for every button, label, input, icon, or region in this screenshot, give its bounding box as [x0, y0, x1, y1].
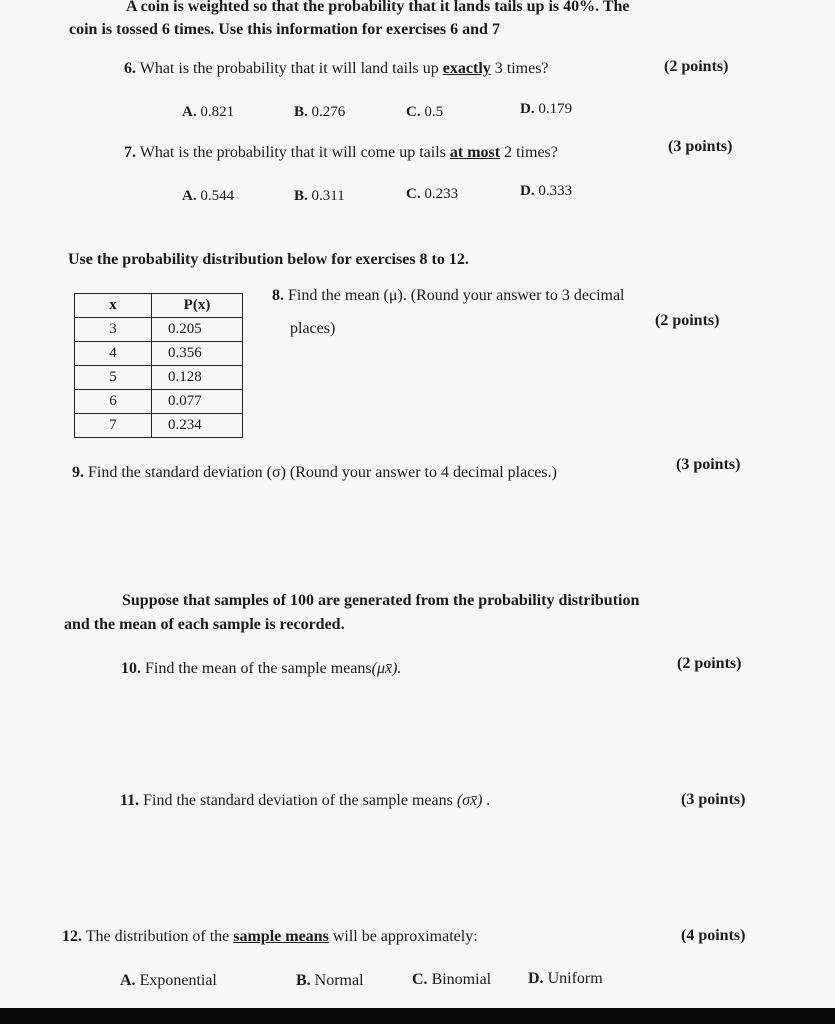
q12-choice-c[interactable] [412, 971, 491, 989]
table-row [75, 342, 243, 366]
q6-choice-d[interactable] [520, 101, 572, 118]
probability-table [74, 293, 243, 438]
table-cell-px: 0.234 [152, 414, 243, 438]
q6-choice-a[interactable] [182, 104, 234, 121]
table-row [75, 318, 243, 342]
choice-letter: C. [406, 104, 421, 120]
question-6 [124, 60, 549, 78]
table-cell-x: 4 [75, 342, 152, 366]
question-12 [62, 928, 478, 946]
table-header-x: x [75, 294, 152, 318]
question-11-points: (3 points) [681, 791, 746, 808]
table-cell-x: 3 [75, 318, 152, 342]
sigma-xbar-symbol: (σx̄) . [456, 792, 491, 809]
question-text: What is the probability that it will land tails up [139, 60, 439, 77]
question-text: The distribution of the [85, 928, 230, 945]
q7-choice-b[interactable] [294, 188, 345, 205]
q12-choice-d[interactable] [528, 970, 603, 988]
table-cell-x: 6 [75, 390, 152, 414]
q6-choice-c[interactable] [406, 104, 443, 121]
choice-letter: A. [182, 104, 197, 120]
question-number: 8. [272, 287, 284, 304]
mu-xbar-symbol: (μx̄). [371, 660, 402, 677]
table-row [75, 414, 243, 438]
question-emphasis: at most [449, 144, 501, 161]
sample-intro-line-2: and the mean of each sample is recorded. [64, 616, 345, 633]
question-12-points: (4 points) [681, 927, 746, 944]
question-9 [72, 464, 557, 482]
choice-letter: B. [294, 188, 308, 204]
distribution-intro: Use the probability distribution below for exercises 8 to 12. [68, 251, 469, 268]
choice-value: 0.276 [311, 104, 346, 120]
question-text: Find the standard deviation (σ) (Round your answer to 4 decimal places.) [88, 464, 557, 481]
question-7 [124, 144, 558, 162]
table-cell-px: 0.128 [152, 366, 243, 390]
choice-value: Normal [314, 972, 364, 989]
question-8-line-1 [272, 287, 625, 305]
question-8-points: (2 points) [655, 312, 720, 329]
choice-value: Uniform [547, 970, 603, 987]
choice-value: 0.5 [424, 104, 444, 120]
choice-value: 0.233 [424, 186, 459, 202]
question-text: Find the mean of the sample means [145, 660, 372, 677]
question-number: 10. [121, 660, 141, 677]
sample-intro-line-1: Suppose that samples of 100 are generated from the probability distribution [122, 592, 640, 609]
question-8-line-2: places) [290, 320, 336, 337]
q12-choice-b[interactable] [296, 972, 364, 990]
q12-choice-a[interactable] [120, 972, 217, 990]
choice-letter: D. [520, 183, 535, 199]
choice-value: 0.333 [538, 183, 573, 199]
table-cell-px: 0.356 [152, 342, 243, 366]
question-emphasis: exactly [442, 60, 491, 77]
table-row [75, 390, 243, 414]
intro-line-1: A coin is weighted so that the probability that it lands tails up is 40%. The [126, 0, 630, 15]
q7-choice-c[interactable] [406, 186, 458, 203]
question-text-end: 2 times? [504, 144, 558, 161]
question-11 [120, 792, 490, 810]
question-number: 7. [124, 144, 136, 161]
choice-letter: B. [294, 104, 308, 120]
question-9-points: (3 points) [676, 456, 741, 473]
question-number: 9. [72, 464, 84, 481]
choice-letter: A. [182, 188, 197, 204]
question-text: What is the probability that it will come up tails [139, 144, 446, 161]
table-header-px: P(x) [152, 294, 243, 318]
choice-letter: B. [296, 972, 311, 989]
question-text-end: 3 times? [494, 60, 549, 77]
question-7-points: (3 points) [668, 138, 733, 155]
bottom-edge-bar [0, 1008, 835, 1024]
table-cell-px: 0.077 [152, 390, 243, 414]
table-cell-x: 7 [75, 414, 152, 438]
choice-letter: D. [520, 101, 535, 117]
question-text: Find the mean (μ). (Round your answer to 3 decimal [288, 287, 625, 304]
intro-line-2: coin is tossed 6 times. Use this information for exercises 6 and 7 [69, 21, 500, 38]
table-row [75, 366, 243, 390]
table-header-row [75, 294, 243, 318]
choice-value: Exponential [139, 972, 217, 989]
question-text-end: will be approximately: [332, 928, 478, 945]
choice-letter: C. [412, 971, 428, 988]
choice-letter: A. [120, 972, 136, 989]
question-number: 12. [62, 928, 82, 945]
question-10 [121, 660, 401, 678]
choice-value: 0.179 [538, 101, 573, 117]
q7-choice-a[interactable] [182, 188, 234, 205]
table-cell-px: 0.205 [152, 318, 243, 342]
question-10-points: (2 points) [677, 655, 742, 672]
choice-value: 0.821 [200, 104, 235, 120]
question-number: 6. [124, 60, 136, 77]
table-cell-x: 5 [75, 366, 152, 390]
q6-choice-b[interactable] [294, 104, 345, 121]
choice-letter: D. [528, 970, 544, 987]
choice-letter: C. [406, 186, 421, 202]
question-text: Find the standard deviation of the sample means [143, 792, 453, 809]
question-number: 11. [120, 792, 140, 809]
question-emphasis: sample means [233, 928, 329, 945]
choice-value: Binomial [431, 971, 492, 988]
choice-value: 0.544 [200, 188, 235, 204]
choice-value: 0.311 [311, 188, 345, 204]
q7-choice-d[interactable] [520, 183, 572, 200]
question-6-points: (2 points) [664, 58, 729, 75]
